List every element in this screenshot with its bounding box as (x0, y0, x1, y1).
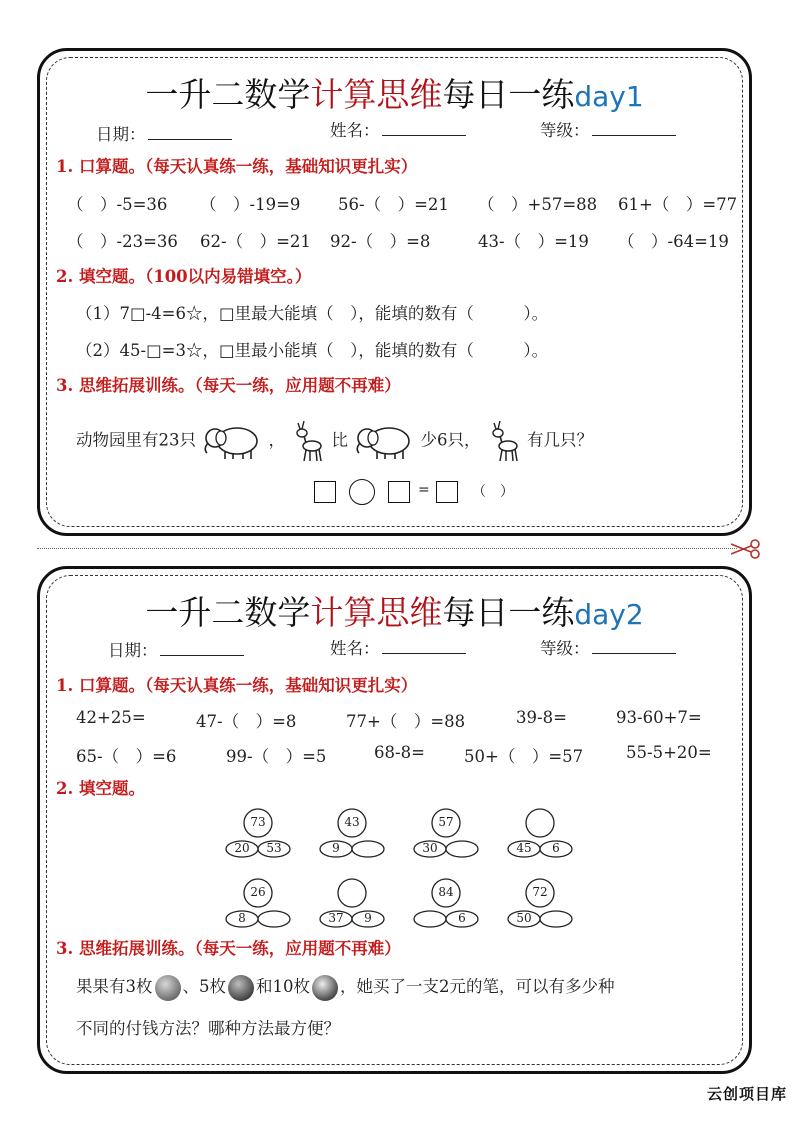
calc-item: （ ）+57=88 (478, 195, 598, 214)
calc-item: （ ）-23=36 (67, 232, 178, 251)
elephant-icon (201, 421, 263, 461)
answer-box[interactable] (388, 481, 410, 503)
number-split-diagram (222, 877, 294, 929)
number-split-diagram (316, 807, 388, 859)
calc-item: 92-（ ）=8 (330, 232, 431, 251)
number-split-diagram (410, 877, 482, 929)
calc-item: 62-（ ）=21 (200, 232, 311, 251)
section3-heading: 3. 思维拓展训练。（每天一练，应用题不再难） (56, 376, 401, 395)
whole-number[interactable]: 84 (438, 885, 454, 899)
whole-number[interactable]: 43 (344, 815, 360, 829)
calc-item: （ ）-64=19 (618, 232, 729, 251)
calc-item: 42+25= (76, 708, 146, 727)
name-blank[interactable] (382, 639, 466, 654)
name-field[interactable]: 姓名： (330, 117, 466, 141)
cut-line (37, 548, 737, 549)
part-number-left[interactable]: 9 (332, 841, 340, 855)
whole-number[interactable]: 73 (250, 815, 266, 829)
fill-question-1: （1）7□-4=6☆，□里最大能填（ ），能填的数有（ ）。 (76, 304, 549, 323)
grade-field[interactable]: 等级： (540, 117, 676, 141)
name-blank[interactable] (382, 121, 466, 136)
name-field[interactable]: 姓名： (330, 635, 466, 659)
answer-box[interactable] (314, 481, 336, 503)
grade-field[interactable]: 等级： (540, 635, 676, 659)
number-split-diagram (504, 807, 576, 859)
worksheet-card-day2 (37, 566, 752, 1074)
number-split-diagram (222, 807, 294, 859)
part-number-left[interactable]: 8 (238, 911, 246, 925)
scissors-icon (731, 538, 763, 560)
one-jiao-coin-icon (155, 975, 181, 1001)
calc-item: 61+（ ）=77 (618, 195, 738, 214)
part-number-right[interactable]: 9 (364, 911, 372, 925)
calc-item: 43-（ ）=19 (478, 232, 589, 251)
part-number-right[interactable]: 6 (458, 911, 466, 925)
calc-item: 56-（ ）=21 (338, 195, 449, 214)
section1-heading: 1. 口算题。（每天认真练一练，基础知识更扎实） (56, 676, 418, 695)
date-field[interactable]: 日期： (108, 637, 244, 661)
calc-item: 47-（ ）=8 (196, 712, 297, 731)
number-split-diagram (504, 877, 576, 929)
whole-number[interactable]: 57 (438, 815, 454, 829)
date-field[interactable]: 日期： (96, 121, 232, 145)
word-problem-line1: 果果有3枚 、5枚 和10枚 ，她买了一支2元的笔，可以有多少种 (76, 971, 615, 1003)
part-number-left[interactable]: 20 (234, 841, 250, 855)
part-number-right[interactable]: 6 (552, 841, 560, 855)
word-problem-line2: 不同的付钱方法？哪种方法最方便？ (76, 1019, 340, 1038)
calc-item: 77+（ ）=88 (346, 712, 466, 731)
calc-item: 99-（ ）=5 (226, 747, 327, 766)
five-jiao-coin-icon (228, 975, 254, 1001)
whole-number[interactable]: 72 (532, 885, 548, 899)
number-split-diagram (316, 877, 388, 929)
deer-icon (290, 419, 326, 463)
title-day1: 一升二数学计算思维每日一练day1 (145, 75, 644, 114)
deer-icon (486, 419, 522, 463)
calc-item: 65-（ ）=6 (76, 747, 177, 766)
one-yuan-coin-icon (312, 975, 338, 1001)
calc-item: 50+（ ）=57 (464, 747, 584, 766)
calc-item: 68-8= (374, 743, 425, 762)
calc-item: （ ）-5=36 (67, 195, 168, 214)
part-number-left[interactable]: 30 (422, 841, 438, 855)
title-day2: 一升二数学计算思维每日一练day2 (145, 593, 644, 632)
whole-number[interactable]: 26 (250, 885, 266, 899)
part-number-left[interactable]: 45 (516, 841, 532, 855)
equals-sign: = (418, 482, 430, 498)
elephant-icon (353, 421, 415, 461)
part-number-left[interactable]: 50 (516, 911, 532, 925)
fill-question-2: （2）45-□=3☆，□里最小能填（ ），能填的数有（ ）。 (76, 341, 549, 360)
part-number-right[interactable]: 53 (266, 841, 282, 855)
operator-circle[interactable] (349, 479, 375, 505)
worksheet-card-day1 (37, 48, 752, 536)
calc-item: （ ）-19=9 (200, 195, 301, 214)
number-split-diagram (410, 807, 482, 859)
calc-item: 39-8= (516, 708, 567, 727)
grade-blank[interactable] (592, 121, 676, 136)
section2-heading: 2. 填空题。 (56, 779, 145, 798)
grade-blank[interactable] (592, 639, 676, 654)
calc-item: 55-5+20= (626, 743, 712, 762)
footer-brand: 云创项目库 (706, 1085, 787, 1103)
answer-box[interactable] (436, 481, 458, 503)
word-problem: 动物园里有23只 ， 比 少6只， 有几只？ (76, 419, 593, 459)
section1-heading: 1. 口算题。（每天认真练一练，基础知识更扎实） (56, 157, 418, 176)
date-blank[interactable] (160, 641, 244, 656)
part-number-left[interactable]: 37 (328, 911, 344, 925)
calc-item: 93-60+7= (616, 708, 702, 727)
section3-heading: 3. 思维拓展训练。（每天一练，应用题不再难） (56, 939, 401, 958)
unit-paren: （ ） (472, 484, 514, 500)
section2-heading: 2. 填空题。（100以内易错填空。） (56, 267, 312, 286)
date-blank[interactable] (148, 125, 232, 140)
